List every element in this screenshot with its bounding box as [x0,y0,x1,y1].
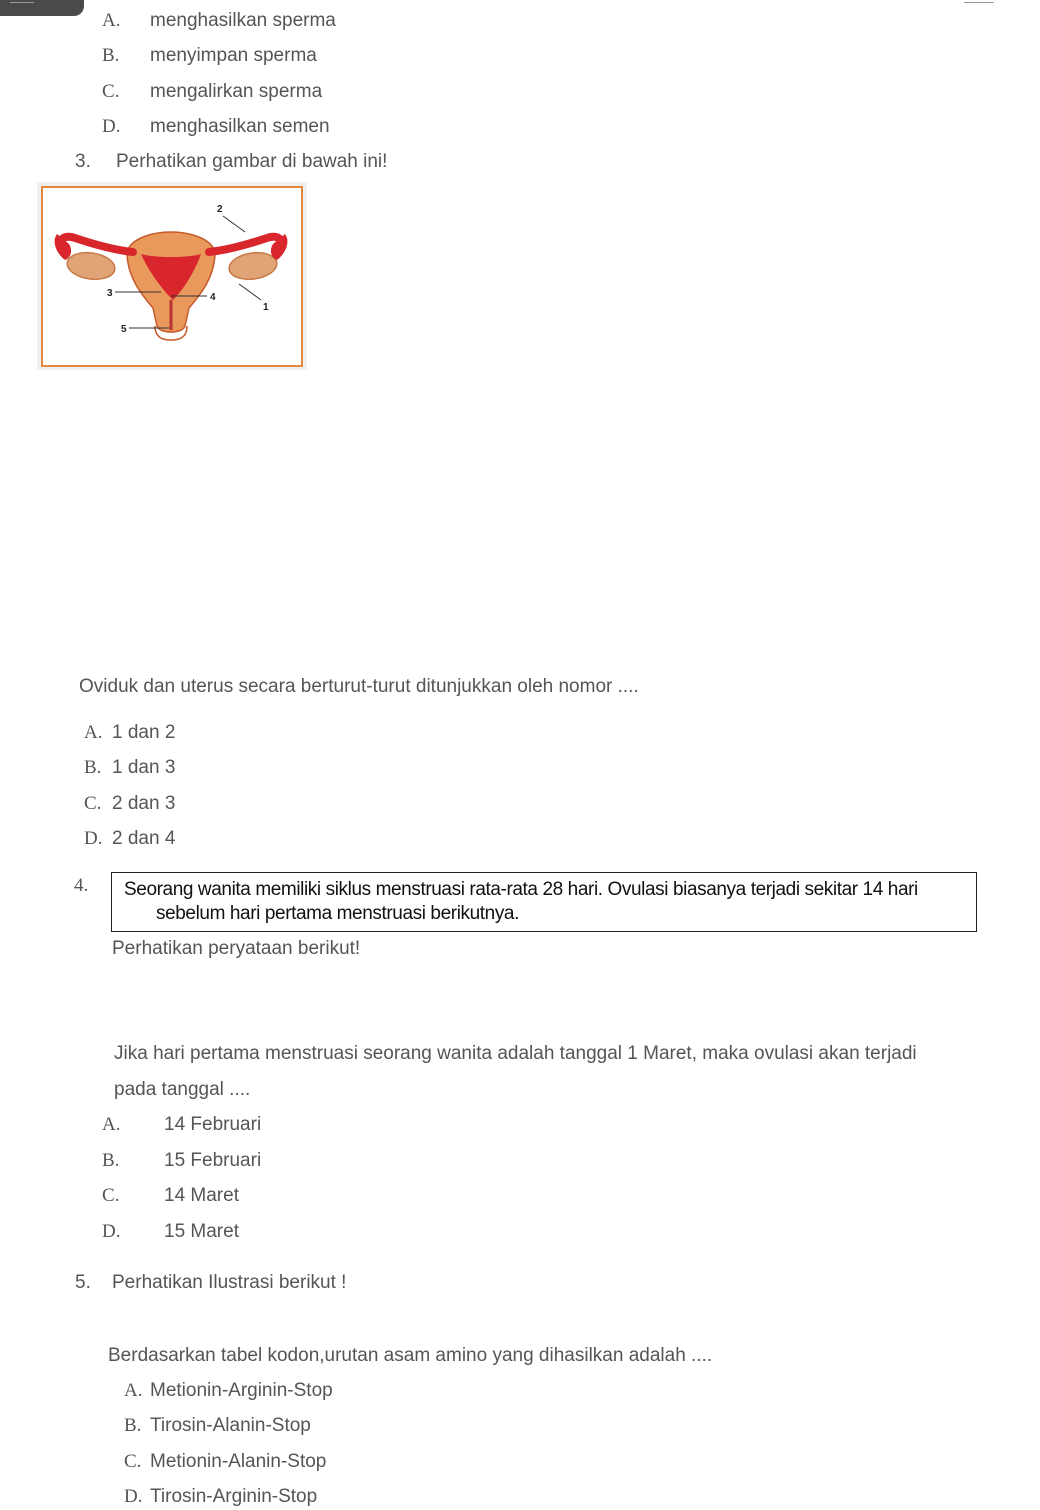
option-letter: C. [102,81,120,102]
option-letter: D. [84,828,103,849]
right-oviduct [209,237,281,252]
option-letter: C. [84,793,102,814]
option-text: 1 dan 2 [112,722,176,743]
diagram-label-5: 5 [121,324,127,335]
diagram-label-4: 4 [210,292,216,303]
question-text: Oviduk dan uterus secara berturut-turut ditunjukkan oleh nomor .... [79,676,639,697]
option-letter: A. [84,722,103,743]
option-text: Tirosin-Alanin-Stop [150,1415,311,1436]
option-letter: D. [102,1221,121,1242]
option-text: mengalirkan sperma [150,81,323,102]
option-text: 2 dan 4 [112,828,176,849]
label-line-1 [239,284,261,300]
option-letter: A. [102,1114,121,1135]
uterus-diagram [41,186,303,367]
option-letter: A. [102,10,121,31]
left-oviduct [61,237,133,252]
option-letter: B. [102,1150,120,1171]
option-text: menghasilkan semen [150,116,330,137]
question-number: 5. [75,1272,91,1293]
label-line-2 [223,216,245,232]
option-text: 14 Februari [164,1114,262,1135]
option-text: Tirosin-Arginin-Stop [150,1486,318,1507]
uterus-illustration [43,188,301,365]
top-divider [10,2,34,3]
option-letter: B. [84,757,102,778]
info-box-line: sebelum hari pertama menstruasi berikutnya. [156,903,519,924]
option-letter: C. [124,1451,142,1472]
option-text: 1 dan 3 [112,757,176,778]
top-divider [964,2,994,3]
question-number: 4. [74,875,89,896]
option-letter: B. [102,45,120,66]
option-text: 15 Maret [164,1221,239,1242]
option-letter: C. [102,1185,120,1206]
option-letter: A. [124,1380,143,1401]
question-prompt: Perhatikan Ilustrasi berikut ! [112,1272,347,1293]
option-text: Metionin-Alanin-Stop [150,1451,327,1472]
question-text: Berdasarkan tabel kodon,urutan asam amino yang dihasilkan adalah .... [108,1345,713,1366]
diagram-label-3: 3 [107,288,113,299]
diagram-label-1: 1 [263,302,269,313]
option-letter: D. [124,1486,143,1507]
option-text: Metionin-Arginin-Stop [150,1380,333,1401]
left-ovary [65,250,116,282]
question-text: pada tanggal .... [114,1079,251,1100]
question-text: Jika hari pertama menstruasi seorang wanita adalah tanggal 1 Maret, maka ovulasi akan terjadi [114,1043,917,1064]
question-number: 3. [75,151,91,172]
option-text: 14 Maret [164,1185,239,1206]
option-text: 2 dan 3 [112,793,176,814]
question-prompt: Perhatikan gambar di bawah ini! [116,151,388,172]
question-prompt: Perhatikan peryataan berikut! [112,938,361,959]
option-letter: B. [124,1415,142,1436]
info-box [111,872,977,932]
option-text: menghasilkan sperma [150,10,336,31]
option-letter: D. [102,116,121,137]
info-box-line: Seorang wanita memiliki siklus menstruasi rata-rata 28 hari. Ovulasi biasanya terjadi sekitar 14 hari [124,879,918,900]
diagram-label-2: 2 [217,204,223,215]
option-text: menyimpan sperma [150,45,317,66]
option-text: 15 Februari [164,1150,262,1171]
uterus-diagram-frame [37,182,307,370]
right-ovary [227,250,278,282]
